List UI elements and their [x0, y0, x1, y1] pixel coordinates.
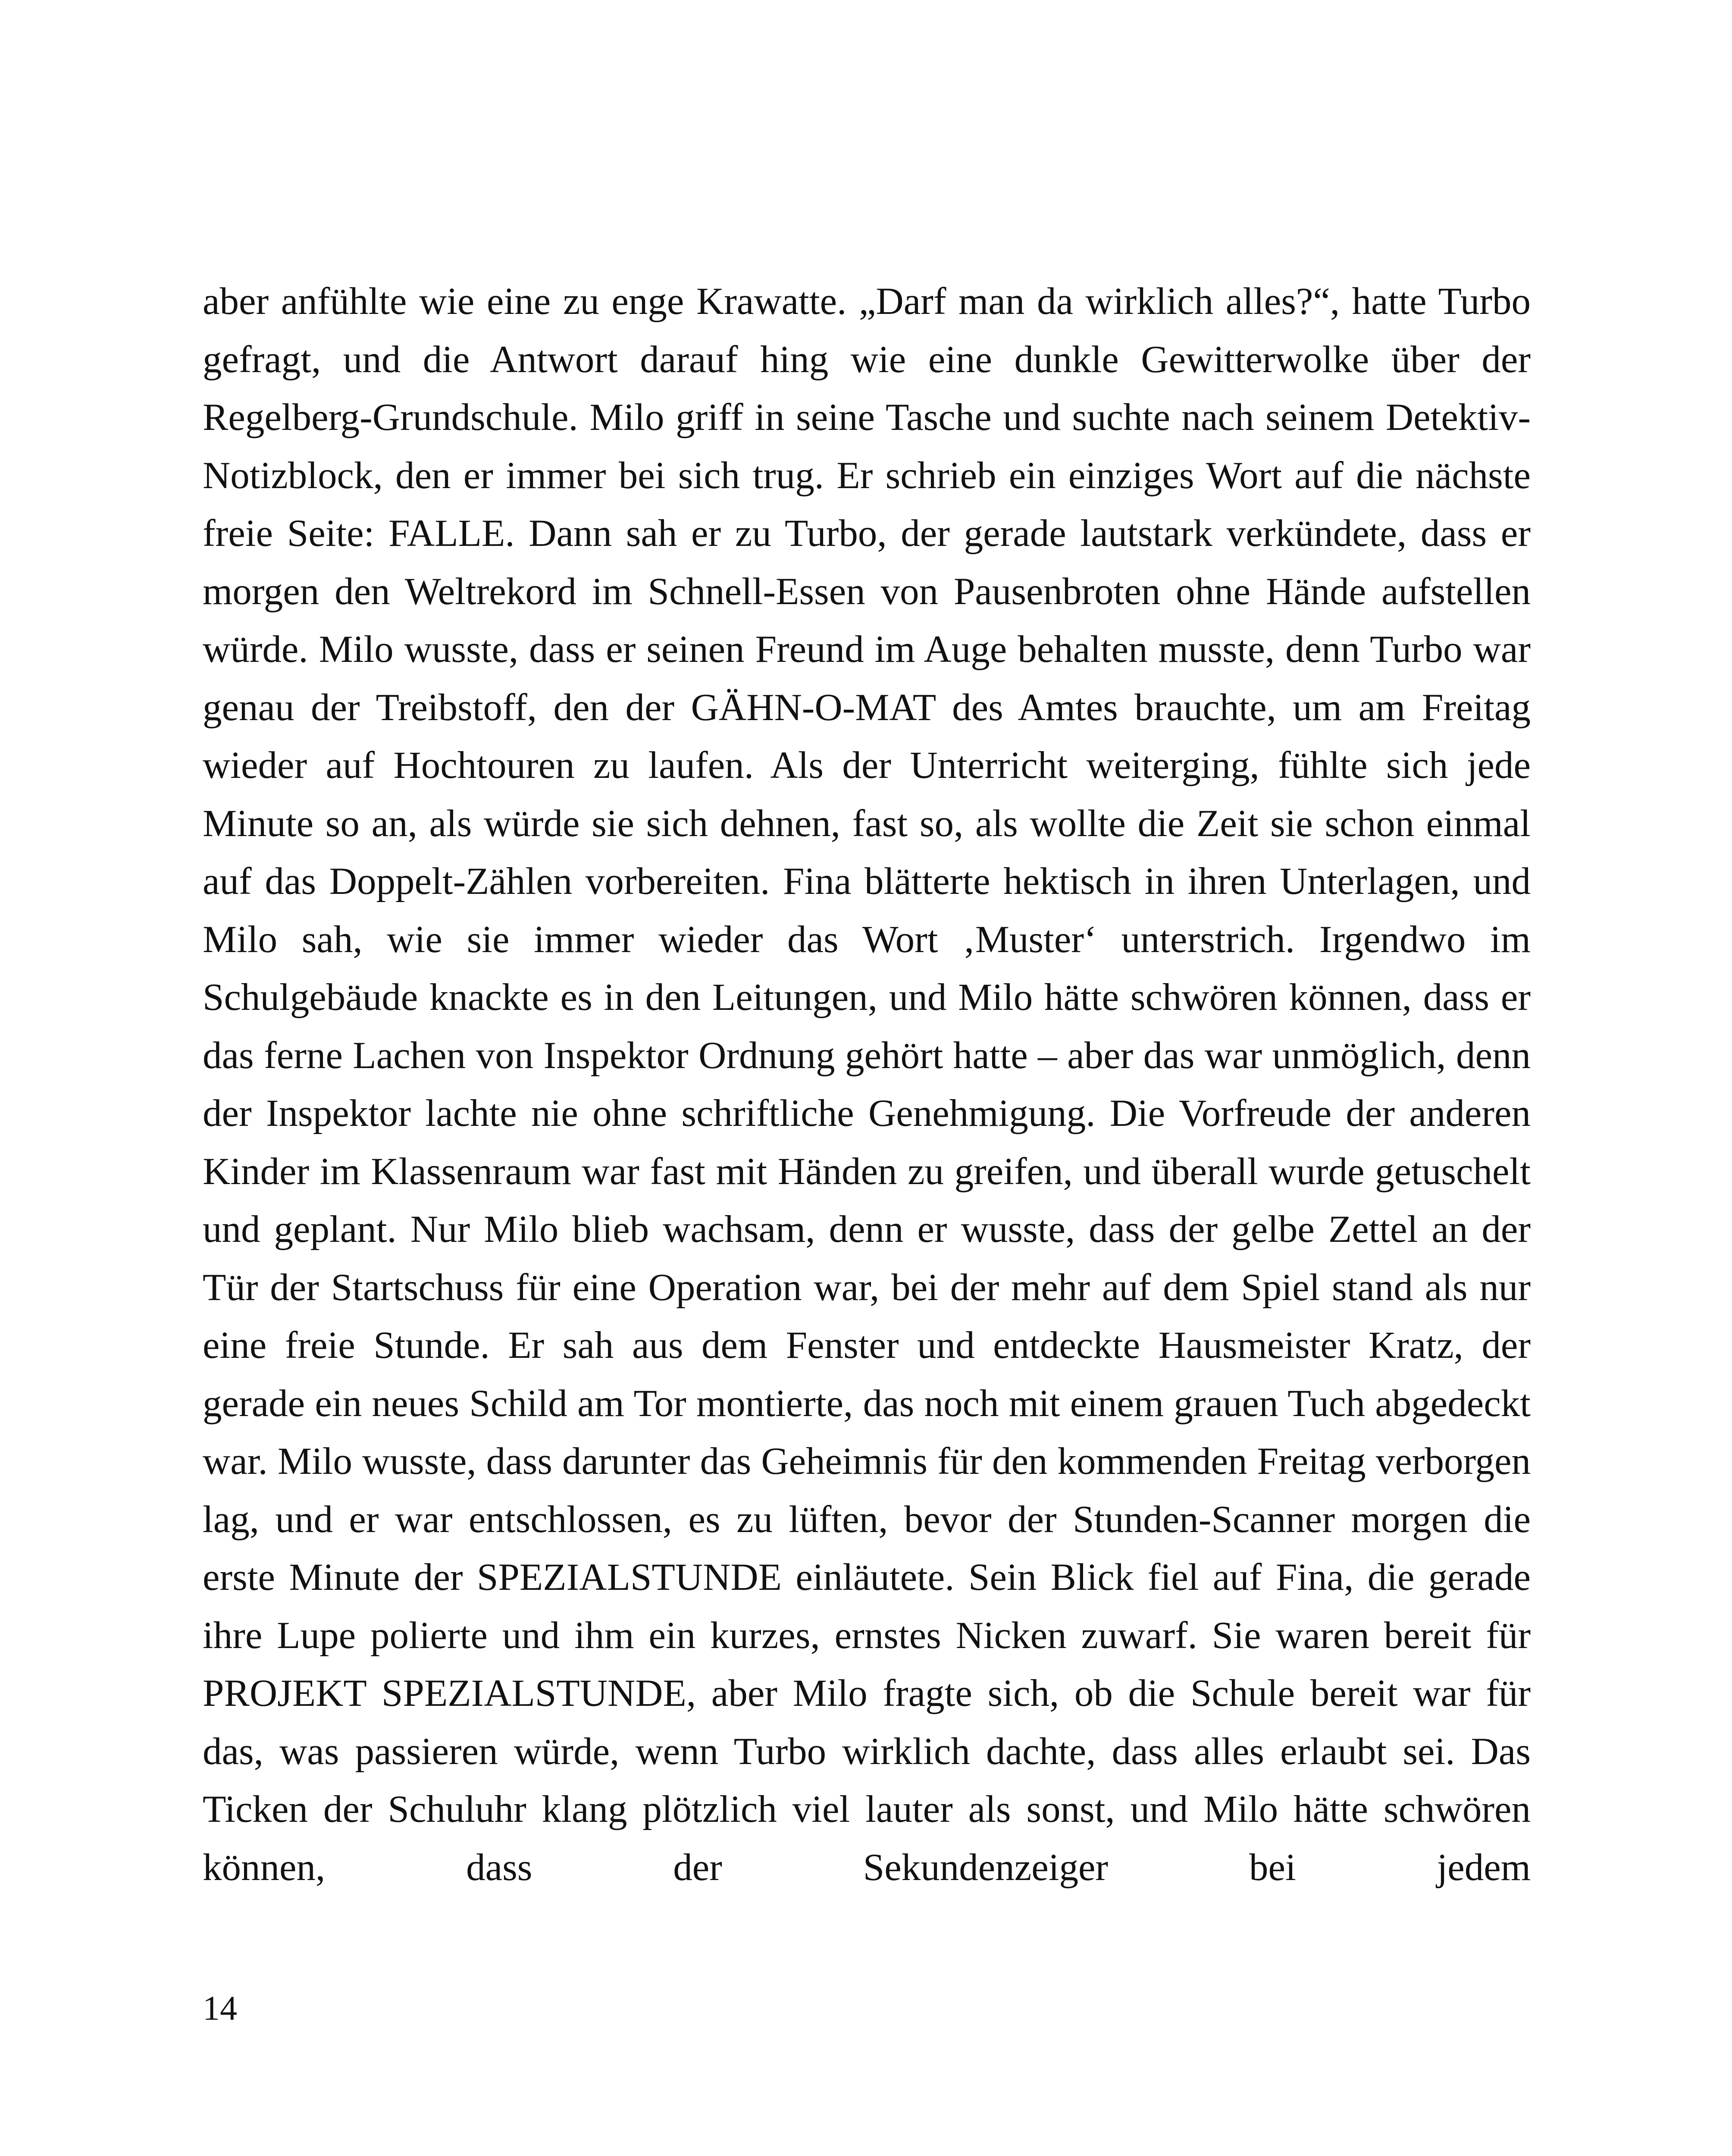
body-paragraph: aber anfühlte wie eine zu enge Krawatte. „Darf man da wirklich alles?“, hatte Turbo gefragt, und die Antwort darauf hing wie eine dunkle Gewitterwolke über der Regelberg-Grundschule. Milo griff in seine Tasche und suchte nach seinem Detektiv-Notizblock, den er immer bei sich trug. Er schrieb ein einziges Wort auf die nächste freie Seite: FALLE. Dann sah er zu Turbo, der gerade lautstark verkündete, dass er morgen den Weltrekord im Schnell-Essen von Pausenbroten ohne Hände aufstellen würde. Milo wusste, dass er seinen Freund im Auge behalten musste, denn Turbo war genau der Treibstoff, den der GÄHN-O-MAT des Amtes brauchte, um am Freitag wieder auf Hochtouren zu laufen. Als der Unterricht weiterging, fühlte sich jede Minute so an, als würde sie sich dehnen, fast so, als wollte die Zeit sie schon einmal auf das Doppelt-Zählen vorbereiten. Fina blätterte hektisch in ihren Unterlagen, und Milo sah, wie sie immer wieder das Wort ‚Muster‘ unterstrich. Irgendwo im Schulgebäude knackte es in den Leitungen, und Milo hätte schwören können, dass er das ferne Lachen von Inspektor Ordnung gehört hatte – aber das war unmöglich, denn der Inspektor lachte nie ohne schriftliche Genehmigung. Die Vorfreude der anderen Kinder im Klassenraum war fast mit Händen zu greifen, und überall wurde getuschelt und geplant. Nur Milo blieb wachsam, denn er wusste, dass der gelbe Zettel an der Tür der Startschuss für eine Operation war, bei der mehr auf dem Spiel stand als nur eine freie Stunde. Er sah aus dem Fenster und entdeckte Hausmeister Kratz, der gerade ein neues Schild am Tor montierte, das noch mit einem grauen Tuch abgedeckt war. Milo wusste, dass darunter das Geheimnis für den kommenden Freitag verborgen lag, und er war entschlossen, es zu lüften, bevor der Stunden-Scanner morgen die erste Minute der SPEZIALSTUNDE einläutete. Sein Blick fiel auf Fina, die gerade ihre Lupe polierte und ihm ein kurzes, ernstes Nicken zuwarf. Sie waren bereit für PROJEKT SPEZIALSTUNDE, aber Milo fragte sich, ob die Schule bereit war für das, was passieren würde, wenn Turbo wirklich dachte, dass alles erlaubt sei. Das Ticken der Schuluhr klang plötzlich viel lauter als sonst, und Milo hätte schwören können, dass der Sekundenzeiger bei jedem	[203, 280, 1531, 1889]
page-number: 14	[203, 1990, 237, 2028]
